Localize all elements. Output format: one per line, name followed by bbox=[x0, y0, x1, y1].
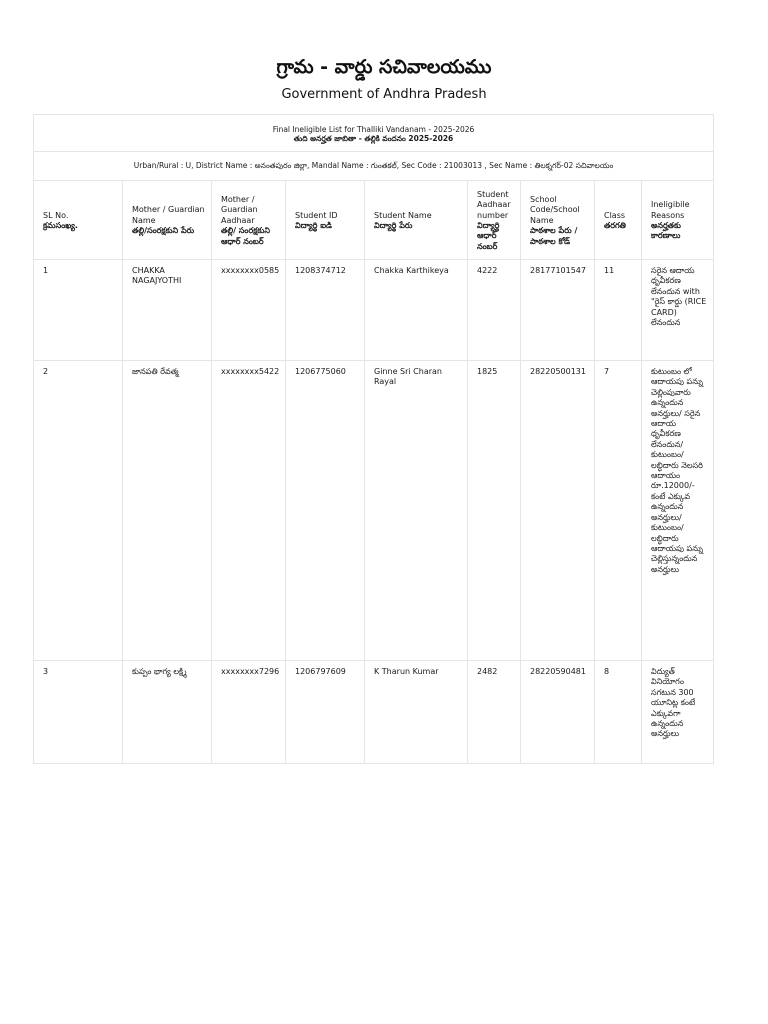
student-id-cell: 1206797609 bbox=[286, 661, 365, 764]
list-name-english: Final Ineligible List for Thalliki Vandanam - 2025-2026 bbox=[272, 124, 475, 134]
ineligible-list-table bbox=[33, 114, 714, 764]
column-header-mother-aadhaar: Mother / Guardian Aadhaar తల్లి/ సంరక్షకుని ఆధార్ నంబర్ bbox=[212, 181, 286, 260]
reason-cell: సరైన ఆదాయ ధృవీకరణ లేనందున with "రైస్ కార్డు (RICE CARD) లేనందున bbox=[642, 260, 714, 361]
class-cell: 7 bbox=[595, 361, 642, 661]
mother-name-cell: కుప్పం భాగ్య లక్ష్మి bbox=[123, 661, 212, 764]
page-title-telugu: గ్రామ - వార్డు సచివాలయము bbox=[276, 56, 492, 78]
location-meta-cell: Urban/Rural : U, District Name : అనంతపురం జిల్లా, Mandal Name : గుంతకల్, Sec Code : 21003013 , Sec Name : తిలక్నగర్-02 సచివాలయం bbox=[34, 152, 714, 181]
student-aadhaar-cell: 1825 bbox=[468, 361, 521, 661]
column-header-student-aadhaar: Student Aadhaar number విద్యార్థి ఆధార్ నంబర్ bbox=[468, 181, 521, 260]
page-title-english: Government of Andhra Pradesh bbox=[281, 87, 487, 102]
table-row bbox=[34, 661, 714, 764]
class-cell: 8 bbox=[595, 661, 642, 764]
column-header-sl-no: SL No. క్రమసంఖ్య. bbox=[34, 181, 123, 260]
student-aadhaar-cell: 4222 bbox=[468, 260, 521, 361]
reason-cell: కుటుంబం లో ఆదాయపు పన్ను చెల్లింపువారు ఉన్నందున అనర్హులు/ సరైన ఆదాయ ధృవీకరణ లేనందున/ కుటుంబం/ లబ్ధిదారు నెలసరి ఆదాయం రూ.12000/- కంటే ఎక్కువ ఉన్నందున అనర్హులు/ కుటుంబం/ లబ్ధిదారు ఆదాయపు పన్ను చెల్లిస్తున్నందున అనర్హులు bbox=[642, 361, 714, 661]
table-row bbox=[34, 361, 714, 661]
student-name-cell: K Tharun Kumar bbox=[365, 661, 468, 764]
mother-aadhaar-cell: xxxxxxxx0585 bbox=[212, 260, 286, 361]
column-header-student-name: Student Name విద్యార్థి పేరు bbox=[365, 181, 468, 260]
student-id-cell: 1208374712 bbox=[286, 260, 365, 361]
column-header-class: Class తరగతి bbox=[595, 181, 642, 260]
school-code-cell: 28220590481 bbox=[521, 661, 595, 764]
class-cell: 11 bbox=[595, 260, 642, 361]
sl-no-cell: 3 bbox=[34, 661, 123, 764]
column-header-student-id: Student ID విద్యార్థి ఐడి bbox=[286, 181, 365, 260]
school-code-cell: 28177101547 bbox=[521, 260, 595, 361]
student-aadhaar-cell: 2482 bbox=[468, 661, 521, 764]
list-name-telugu: తుది అనర్హత జాబితా - తల్లికి వందనం 2025-2026 bbox=[293, 134, 454, 143]
sl-no-cell: 2 bbox=[34, 361, 123, 661]
mother-aadhaar-cell: xxxxxxxx5422 bbox=[212, 361, 286, 661]
sl-no-cell: 1 bbox=[34, 260, 123, 361]
table-row bbox=[34, 260, 714, 361]
location-meta-row bbox=[34, 152, 714, 181]
mother-name-cell: CHAKKA NAGAJYOTHI bbox=[123, 260, 212, 361]
column-header-school: School Code/School Name పాఠశాల పేరు / పాఠశాల కోడ్ bbox=[521, 181, 595, 260]
column-header-mother-name: Mother / Guardian Name తల్లి/సంరక్షకుని పేరు bbox=[123, 181, 212, 260]
school-code-cell: 28220500131 bbox=[521, 361, 595, 661]
student-name-cell: Chakka Karthikeya bbox=[365, 260, 468, 361]
reason-cell: విద్యుత్ వినియోగం సగటున 300 యూనిట్ల కంటే ఎక్కువగా ఉన్నందున అనర్హులు bbox=[642, 661, 714, 764]
student-name-cell: Ginne Sri Charan Rayal bbox=[365, 361, 468, 661]
column-header-row bbox=[34, 181, 714, 260]
list-name-cell bbox=[34, 115, 714, 152]
student-id-cell: 1206775060 bbox=[286, 361, 365, 661]
mother-name-cell: జానపతి రేవత్మ bbox=[123, 361, 212, 661]
column-header-reasons: Ineligibile Reasons అనర్హతకు కారణాలు bbox=[642, 181, 714, 260]
list-name-row bbox=[34, 115, 714, 152]
mother-aadhaar-cell: xxxxxxxx7296 bbox=[212, 661, 286, 764]
